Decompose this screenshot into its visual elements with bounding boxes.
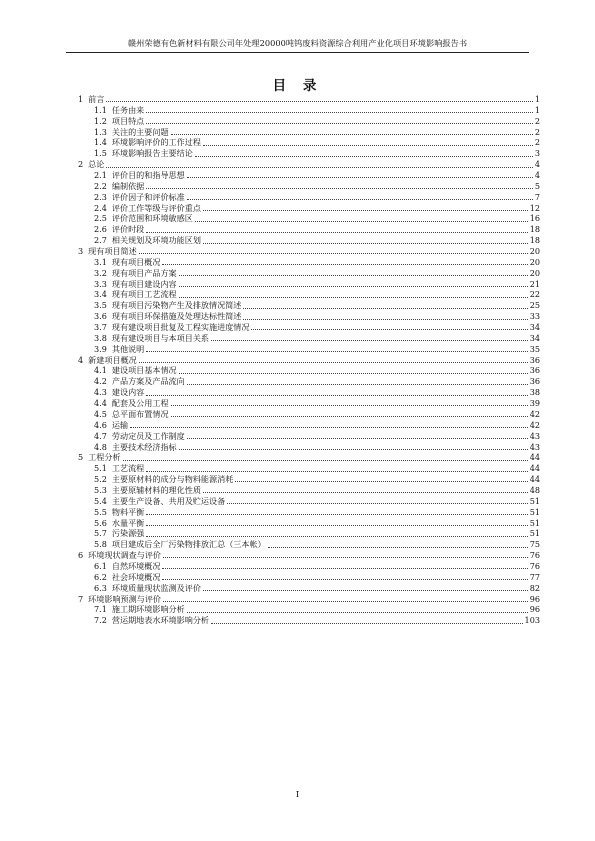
dot-leader (187, 612, 528, 613)
toc-entry-title: 评价时段 (111, 224, 145, 235)
toc-entry-number: 5.2 (94, 474, 107, 485)
toc-entry-page: 36 (529, 354, 540, 365)
toc-entry-number: 6.2 (94, 571, 107, 582)
toc-entry-title: 工艺流程 (111, 463, 145, 474)
toc-entry-page: 1 (534, 94, 540, 104)
toc-entry[interactable] (70, 572, 540, 583)
toc-entry-number: 4.7 (94, 430, 107, 441)
toc-entry-title: 主要原辅材料的理化性质 (111, 484, 201, 495)
toc-entry-title: 现有项目环保措施及处理达标性简述 (111, 311, 242, 322)
toc-entry-number: 3.4 (94, 289, 107, 300)
dot-leader (171, 416, 528, 417)
toc-entry-title: 污染源强 (111, 528, 145, 539)
dot-leader (187, 199, 533, 200)
toc-entry-number: 1.4 (94, 137, 107, 148)
toc-entry-title: 主要技术经济指标 (111, 441, 177, 452)
toc-entry[interactable] (70, 452, 540, 463)
dot-leader (179, 449, 528, 450)
toc-entry-page: 51 (529, 528, 540, 539)
dot-leader (235, 481, 527, 482)
dot-leader (146, 514, 527, 515)
toc-entry-number: 3.5 (94, 300, 107, 311)
toc-entry-title: 其他说明 (111, 343, 145, 354)
toc-entry-page: 35 (529, 343, 540, 354)
toc-entry-page: 12 (529, 202, 540, 213)
toc-entry-page: 7 (534, 191, 540, 202)
toc-entry-title: 总平面布置情况 (111, 408, 169, 419)
toc-entry[interactable] (70, 105, 540, 116)
toc-entry-page: 77 (529, 571, 540, 582)
dot-leader (162, 568, 527, 569)
toc-entry[interactable] (70, 528, 540, 539)
toc-title: 目 录 (272, 78, 323, 94)
toc-entry-page: 20 (529, 267, 540, 278)
toc-entry[interactable] (70, 355, 540, 366)
toc-entry-number: 3.2 (94, 267, 107, 278)
page-number: I (295, 790, 300, 800)
toc-entry-title: 任务由来 (111, 104, 145, 115)
toc-entry[interactable] (70, 583, 540, 594)
toc-entry-number: 6 (78, 550, 84, 561)
toc-entry-number: 2 (78, 159, 84, 170)
dot-leader (146, 525, 527, 526)
toc-entry[interactable] (70, 246, 540, 257)
dot-leader (251, 329, 527, 330)
dot-leader (179, 275, 528, 276)
dot-leader (146, 232, 527, 233)
toc-entry-title: 现有项目建设内容 (111, 278, 177, 289)
dot-leader (171, 134, 533, 135)
toc-entry-page: 44 (529, 474, 540, 485)
toc-entry-page: 82 (529, 582, 540, 593)
toc-entry[interactable] (70, 181, 540, 192)
toc-entry[interactable] (70, 192, 540, 203)
toc-entry-page: 51 (529, 517, 540, 528)
toc-entry[interactable] (70, 539, 540, 550)
dot-leader (203, 243, 528, 244)
toc-entry-page: 4 (534, 170, 540, 181)
dot-leader (243, 308, 527, 309)
toc-entry-title: 现有建设项目与本项目关系 (111, 332, 210, 343)
toc-entry-number: 7.2 (94, 615, 107, 626)
toc-entry-title: 现有建设项目批复及工程实施进度情况 (111, 322, 250, 333)
toc-entry-title: 产品方案及产品流向 (111, 376, 185, 387)
toc-entry-title: 评价工作等级与评价重点 (111, 202, 201, 213)
toc-entry-page: 33 (529, 311, 540, 322)
toc-entry-title: 项目建成后全厂污染物排放汇总（三本帐） (111, 539, 266, 550)
toc-entry[interactable] (70, 387, 540, 398)
toc-entry-page: 22 (529, 289, 540, 300)
toc-entry-page: 103 (524, 615, 540, 626)
toc-entry-number: 3 (78, 246, 84, 257)
toc-entry-number: 4.1 (94, 365, 107, 376)
dot-leader (227, 503, 527, 504)
toc-entry-title: 劳动定员及工作制度 (111, 430, 185, 441)
toc-entry[interactable] (70, 333, 540, 344)
dot-leader (163, 557, 528, 558)
toc-entry-number: 2.4 (94, 202, 107, 213)
toc-entry[interactable] (70, 550, 540, 561)
toc-entry-number: 4.2 (94, 376, 107, 387)
toc-entry[interactable] (70, 615, 540, 626)
toc-entry-number: 7.1 (94, 604, 107, 615)
toc-entry-page: 2 (534, 115, 540, 126)
toc-entry[interactable] (70, 235, 540, 246)
toc-entry-number: 4.6 (94, 419, 107, 430)
toc-entry-number: 4.5 (94, 408, 107, 419)
toc-entry[interactable] (70, 268, 540, 279)
dot-leader (195, 156, 533, 157)
dot-leader (187, 438, 528, 439)
toc-entry-number: 1.1 (94, 104, 107, 115)
toc-entry-page: 44 (529, 463, 540, 474)
toc-entry-page: 44 (529, 452, 540, 463)
dot-leader (106, 167, 532, 168)
toc-entry-title: 评价目的和指导思想 (111, 170, 185, 181)
dot-leader (162, 264, 527, 265)
toc-entry-title: 现有项目简述 (88, 246, 137, 257)
toc-entry-page: 42 (529, 419, 540, 430)
toc-entry-title: 环境质量现状监测及评价 (111, 582, 201, 593)
dot-leader (187, 384, 528, 385)
toc-entry-title: 社会环境概况 (111, 571, 161, 582)
toc-entry-page: 36 (529, 376, 540, 387)
toc-entry-title: 运输 (111, 419, 129, 430)
dot-leader (179, 297, 528, 298)
toc-entry-title: 评价范围和环境敏感区 (111, 213, 193, 224)
toc-entry-number: 7 (78, 593, 84, 604)
toc-entry-page: 43 (529, 441, 540, 452)
dot-leader (146, 395, 527, 396)
toc-entry-number: 5.8 (94, 539, 107, 550)
toc-entry-number: 2.5 (94, 213, 107, 224)
toc-entry-number: 4.3 (94, 387, 107, 398)
toc-entry-title: 自然环境概况 (111, 560, 161, 571)
toc-entry-title: 环境影响报告主要结论 (111, 148, 193, 159)
toc-entry[interactable] (70, 257, 540, 268)
toc-entry-title: 评价因子和评价标准 (111, 191, 185, 202)
toc-entry-page: 34 (529, 322, 540, 333)
toc-entry-page: 20 (529, 256, 540, 267)
toc-entry[interactable] (70, 431, 540, 442)
toc-entry-title: 项目特点 (111, 115, 145, 126)
toc-entry-page: 16 (529, 213, 540, 224)
toc-entry[interactable] (70, 311, 540, 322)
dot-leader (130, 427, 528, 428)
toc-entry-number: 5.6 (94, 517, 107, 528)
toc-entry-number: 5.3 (94, 484, 107, 495)
toc-entry-page: 25 (529, 300, 540, 311)
toc-entry-title: 环境影响预测与评价 (88, 593, 162, 604)
toc-entry-number: 3.8 (94, 332, 107, 343)
toc-entry-title: 环境现状调查与评价 (88, 550, 162, 561)
dot-leader (187, 177, 533, 178)
dot-leader (146, 188, 533, 189)
dot-leader (203, 492, 528, 493)
dot-leader (146, 536, 527, 537)
toc-entry[interactable] (70, 518, 540, 529)
toc-entry-page: 4 (534, 159, 540, 170)
toc-entry-page: 1 (534, 104, 540, 115)
toc-entry-number: 6.3 (94, 582, 107, 593)
toc-entry-number: 2.2 (94, 180, 107, 191)
toc-entry-page: 3 (534, 148, 540, 159)
toc-entry-title: 总论 (88, 159, 105, 170)
toc-entry-number: 2.1 (94, 170, 107, 181)
toc-entry-page: 36 (529, 365, 540, 376)
toc-entry[interactable] (70, 159, 540, 170)
toc-entry[interactable] (70, 94, 540, 105)
toc-entry-page: 96 (529, 593, 540, 604)
dot-leader (106, 101, 532, 102)
toc-entry-title: 物料平衡 (111, 506, 145, 517)
dot-leader (211, 623, 523, 624)
toc-entry-number: 5.5 (94, 506, 107, 517)
toc-entry[interactable] (70, 398, 540, 409)
dot-leader (146, 351, 527, 352)
toc-entry-number: 4.4 (94, 398, 107, 409)
toc-entry-page: 96 (529, 604, 540, 615)
toc-entry-page: 75 (529, 539, 540, 550)
dot-leader (146, 471, 527, 472)
toc-entry-number: 3.1 (94, 256, 107, 267)
toc-entry-page: 76 (529, 550, 540, 561)
toc-entry-number: 1.3 (94, 126, 107, 137)
dot-leader (211, 340, 528, 341)
toc-entry-title: 水量平衡 (111, 517, 145, 528)
dot-leader (179, 373, 528, 374)
toc-entry-title: 现有项目产品方案 (111, 267, 177, 278)
dot-leader (268, 547, 528, 548)
toc-entry-title: 编制依据 (111, 180, 145, 191)
toc-entry[interactable] (70, 127, 540, 138)
dot-leader (146, 123, 533, 124)
toc-entry[interactable] (70, 322, 540, 333)
dot-leader (203, 590, 528, 591)
toc-entry-page: 2 (534, 137, 540, 148)
toc-entry-page: 48 (529, 484, 540, 495)
toc-entry-title: 主要原材料的成分与物料能源消耗 (111, 474, 234, 485)
toc-entry-title: 相关规划及环境功能区划 (111, 235, 201, 246)
dot-leader (139, 362, 528, 363)
toc-entry-number: 3.9 (94, 343, 107, 354)
toc-entry-page: 42 (529, 408, 540, 419)
toc-entry-number: 3.7 (94, 322, 107, 333)
toc-entry-title: 营运期地表水环境影响分析 (111, 615, 210, 626)
toc-entry[interactable] (70, 279, 540, 290)
toc-entry-page: 18 (529, 235, 540, 246)
toc-entry[interactable] (70, 474, 540, 485)
dot-leader (163, 601, 528, 602)
toc-entry-number: 5.1 (94, 463, 107, 474)
dot-leader (162, 579, 527, 580)
toc-entry-title: 主要生产设备、共用及贮运设备 (111, 495, 226, 506)
toc-entry-title: 配套及公用工程 (111, 398, 169, 409)
toc-entry-page: 18 (529, 224, 540, 235)
toc-entry-number: 5.7 (94, 528, 107, 539)
toc-entry-page: 38 (529, 387, 540, 398)
toc-entry[interactable] (70, 420, 540, 431)
toc-entry-page: 43 (529, 430, 540, 441)
toc-entry[interactable] (70, 137, 540, 148)
toc-entry[interactable] (70, 224, 540, 235)
toc-entry[interactable] (70, 496, 540, 507)
dot-leader (179, 286, 528, 287)
toc-entry-title: 环境影响评价的工作过程 (111, 137, 201, 148)
toc-entry-title: 建设项目基本情况 (111, 365, 177, 376)
dot-leader (171, 405, 528, 406)
dot-leader (123, 460, 528, 461)
toc-entry-title: 新建项目概况 (88, 354, 137, 365)
toc-entry[interactable] (70, 561, 540, 572)
dot-leader (139, 253, 528, 254)
toc-entry-page: 76 (529, 560, 540, 571)
toc-entry-number: 2.7 (94, 235, 107, 246)
toc-entry-page: 5 (534, 180, 540, 191)
toc-entry[interactable] (70, 170, 540, 181)
toc-entry-title: 现有项目概况 (111, 256, 161, 267)
toc-entry[interactable] (70, 213, 540, 224)
toc-entry-title: 施工期环境影响分析 (111, 604, 185, 615)
toc-entry[interactable] (70, 409, 540, 420)
toc-entry-title: 现有项目工艺流程 (111, 289, 177, 300)
toc-entry-number: 2.3 (94, 191, 107, 202)
toc-entry[interactable] (70, 344, 540, 355)
toc-entry-number: 3.3 (94, 278, 107, 289)
dot-leader (203, 145, 533, 146)
running-header: 赣州荣德有色新材料有限公司年处理20000吨钨废料资源综合利用产业化项目环境影响报告书 (127, 38, 468, 48)
dot-leader (243, 319, 527, 320)
toc-entry[interactable] (70, 604, 540, 615)
toc-entry-number: 1.2 (94, 115, 107, 126)
toc-entry[interactable] (70, 376, 540, 387)
toc-entry-title: 前言 (88, 94, 105, 104)
toc-entry-number: 4 (78, 354, 84, 365)
toc-entry[interactable] (70, 365, 540, 376)
toc-entry[interactable] (70, 203, 540, 214)
toc-entry-page: 2 (534, 126, 540, 137)
toc-entry[interactable] (70, 148, 540, 159)
toc-entry-title: 现有项目污染物产生及排放情况简述 (111, 300, 242, 311)
table-of-contents (70, 94, 540, 626)
toc-entry-number: 5 (78, 452, 84, 463)
dot-leader (146, 112, 533, 113)
dot-leader (195, 221, 528, 222)
toc-entry-page: 20 (529, 246, 540, 257)
header-divider (66, 52, 529, 53)
toc-entry[interactable] (70, 116, 540, 127)
toc-entry-number: 4.8 (94, 441, 107, 452)
toc-entry[interactable] (70, 300, 540, 311)
toc-entry-page: 34 (529, 332, 540, 343)
toc-entry-page: 51 (529, 495, 540, 506)
toc-entry-number: 2.6 (94, 224, 107, 235)
dot-leader (203, 210, 528, 211)
toc-entry[interactable] (70, 442, 540, 453)
toc-entry-page: 39 (529, 398, 540, 409)
toc-entry-title: 工程分析 (88, 452, 121, 463)
toc-entry[interactable] (70, 594, 540, 605)
toc-entry[interactable] (70, 289, 540, 300)
toc-entry-title: 建设内容 (111, 387, 145, 398)
toc-entry-number: 1 (78, 94, 84, 104)
toc-entry-number: 3.6 (94, 311, 107, 322)
toc-entry-number: 6.1 (94, 560, 107, 571)
toc-entry-number: 5.4 (94, 495, 107, 506)
toc-entry[interactable] (70, 485, 540, 496)
toc-entry[interactable] (70, 463, 540, 474)
toc-entry-page: 21 (529, 278, 540, 289)
toc-entry-title: 关注的主要问题 (111, 126, 169, 137)
toc-entry-page: 51 (529, 506, 540, 517)
toc-entry-number: 1.5 (94, 148, 107, 159)
toc-entry[interactable] (70, 507, 540, 518)
